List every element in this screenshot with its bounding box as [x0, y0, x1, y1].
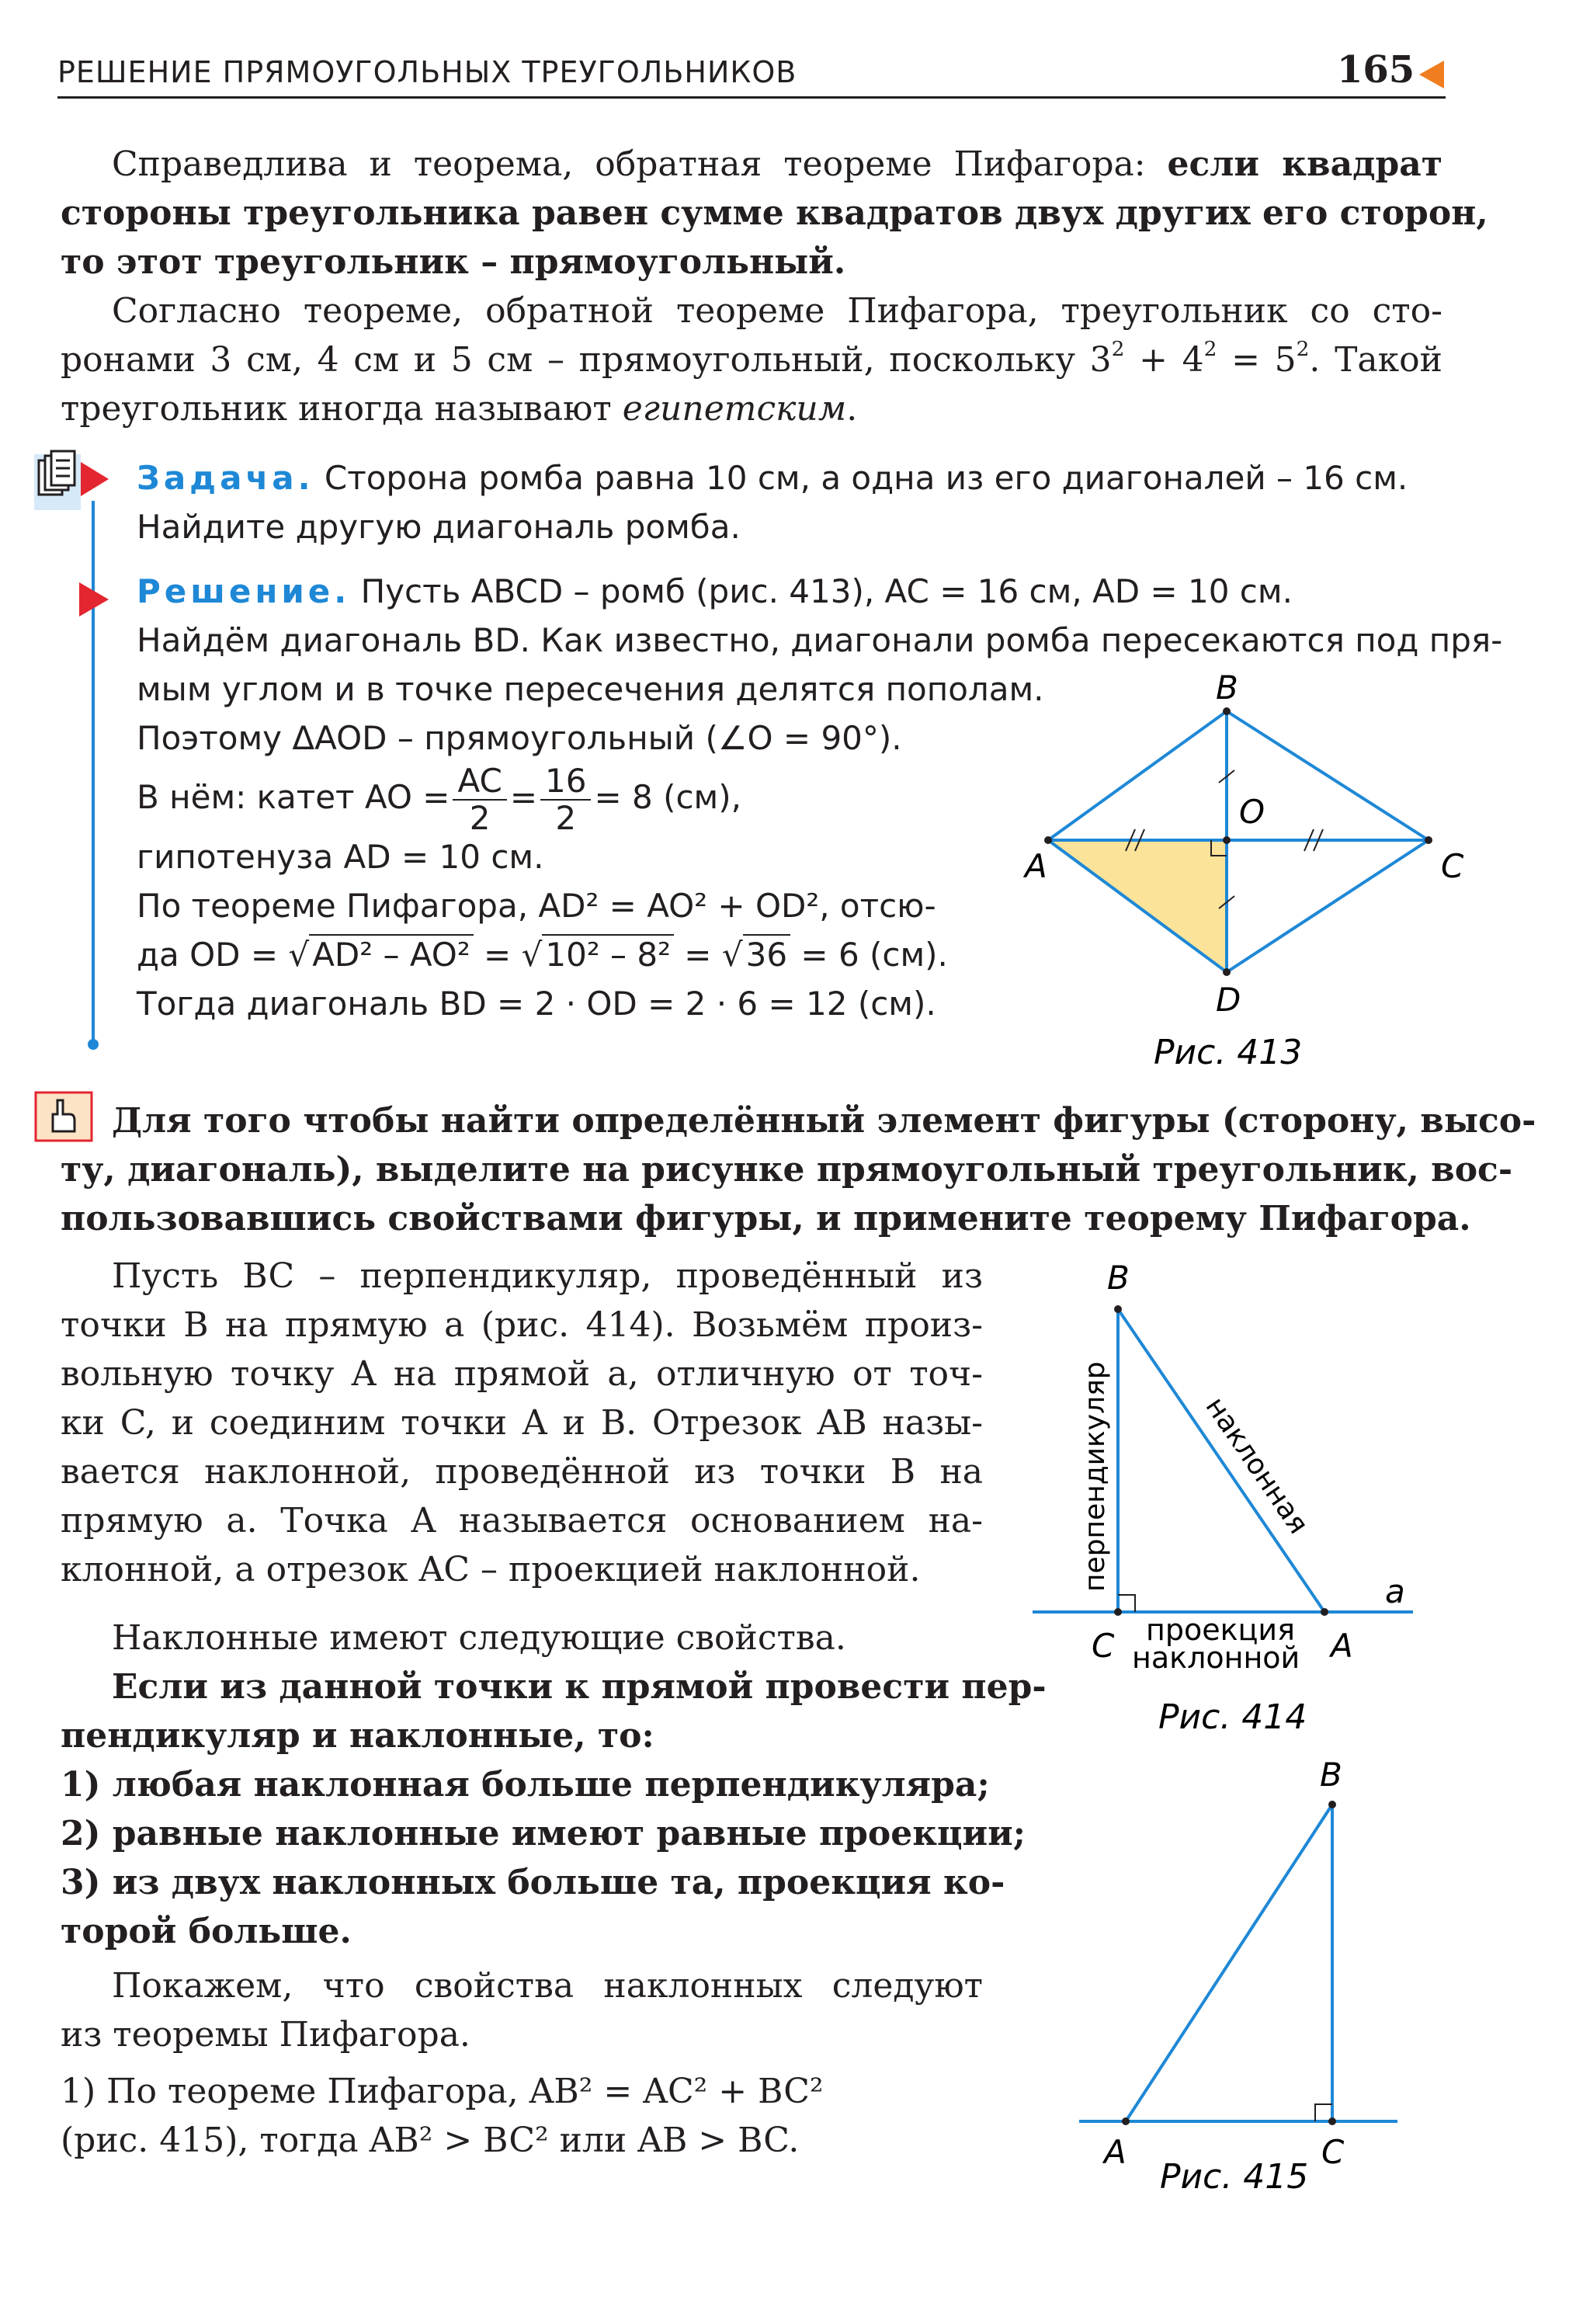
- fig413-label-B: B: [1216, 669, 1238, 707]
- fig414-inclined-label: наклонная: [1199, 1391, 1314, 1540]
- fig413-label-D: D: [1216, 981, 1241, 1019]
- solution-label: Решение.: [137, 572, 351, 610]
- document-icon: [39, 451, 75, 495]
- fig414-label-A: A: [1331, 1627, 1353, 1665]
- fig414-caption: Рис. 414: [1158, 1697, 1307, 1737]
- fig414-projection-label: проекция: [1146, 1613, 1295, 1647]
- intro-theorem-line2: стороны треугольника равен сумме квадратов двух других его сторон,: [61, 193, 1488, 233]
- perpendicular-paragraph: Пусть BC – перпендикуляр, проведённый из точки B на прямую a (рис. 414). Возьмём произ- вольную точку A на прямой a, отличную от точ- ки C, и соединим точки A и B. Отрезок AB назы- вается наклонной, проведённой из точки B на прямую a. Точка A называется основанием на- клонной, а отрезок AC – проекцией наклонной.: [61, 1256, 983, 1589]
- intro-text: [61, 140, 1488, 433]
- egyptian-term: египетским: [622, 389, 847, 429]
- figure-413: [1009, 668, 1491, 1072]
- intro-theorem-line3: то этот треугольник – прямоугольный.: [61, 242, 846, 282]
- fig415-caption: Рис. 415: [1160, 2157, 1309, 2190]
- intro-p2-line2: ронами 3 см, 4 см и 5 см – прямоугольный, поскольку $3^2 + 4^2 = 5^2$. Такой: [61, 337, 1442, 380]
- intro-p1: Справедлива и теорема, обратная теореме Пифагора:: [112, 144, 1146, 184]
- properties-text: Наклонные имеют следующие свойства. Если из данной точки к прямой провести пер- пендикуляр и наклонные, то: 1) любая наклонная больше перпендикуляра; 2) равные наклонные имеют равные проекции; 3) из двух наклонных больше та, проекция ко- торой больше.: [61, 1618, 1047, 1951]
- fig414-label-B: B: [1107, 1259, 1130, 1297]
- solution-text: Решение. Пусть ABCD – ромб (рис. 413), AC = 16 см, AD = 10 см. Найдём диагональ BD. Как известно, диагонали ромба пересекаются под пря- мым углом и в точке пересечения делятся пополам. Поэтому ΔAOD – прямоугольный (∠O = 90°). В нём: катет AO = $\frac{AC}{2}$ = $\frac{16}{2}$ = 8 (см), гипотенуза AD = 10 см. По теореме Пифагора, AD² = AO² + OD², отсю- да OD = √AD² – AO² = √10² – 8² = √36 = 6 (см). Тогда диагональ BD = 2 · OD = 2 · 6 = 12 (см).: [137, 572, 1503, 1023]
- figure-415: [1071, 1755, 1397, 2190]
- rule-text: Для того чтобы найти определённый элемент фигуры (сторону, высо-: [112, 1101, 1536, 1141]
- header-rule: [57, 96, 1446, 99]
- fig413-caption: Рис. 413: [1154, 1033, 1303, 1072]
- task-text: Задача. Сторона ромба равна 10 см, а одна из его диагоналей – 16 см. Найдите другую диагональ ромба.: [137, 459, 1408, 546]
- fig415-label-B: B: [1320, 1756, 1342, 1794]
- fig415-label-C: C: [1321, 2133, 1345, 2171]
- running-header: РЕШЕНИЕ ПРЯМОУГОЛЬНЫХ ТРЕУГОЛЬНИКОВ: [57, 55, 797, 89]
- rule-text-cont: ту, диагональ), выделите на рисунке прямоугольный треугольник, вос- пользовавшись свойствами фигуры, и примените теорему Пифагора.: [61, 1150, 1513, 1238]
- task-sidebar: [31, 439, 116, 1052]
- fig413-label-C: C: [1441, 847, 1464, 885]
- fig413-label-O: O: [1239, 793, 1265, 831]
- intro-p2-line1: Согласно теореме, обратной теореме Пифагора, треугольник со сто-: [112, 291, 1442, 331]
- intro-p2-line3: треугольник иногда называют египетским.: [61, 389, 858, 429]
- fig415-label-A: A: [1104, 2133, 1127, 2171]
- task-label: Задача.: [137, 459, 314, 497]
- demonstration-text: Покажем, что свойства наклонных следуют из теоремы Пифагора. 1) По теореме Пифагора, AB² = AC² + BC² (рис. 415), тогда AB² > BC² или AB > BC.: [61, 1966, 983, 2160]
- fig413-label-A: A: [1025, 847, 1047, 885]
- fig414-projection-label2: наклонной: [1132, 1641, 1300, 1675]
- hand-icon: [34, 1091, 95, 1144]
- page-number: 165: [1337, 48, 1415, 92]
- fig414-label-a: a: [1385, 1572, 1405, 1610]
- figure-414: [1025, 1258, 1429, 1739]
- fig414-perpendicular-label: перпендикуляр: [1079, 1361, 1111, 1592]
- fig414-label-C: C: [1092, 1627, 1115, 1665]
- intro-p1-bold: если квадрат: [1167, 144, 1442, 184]
- page-marker-icon: [1418, 59, 1446, 90]
